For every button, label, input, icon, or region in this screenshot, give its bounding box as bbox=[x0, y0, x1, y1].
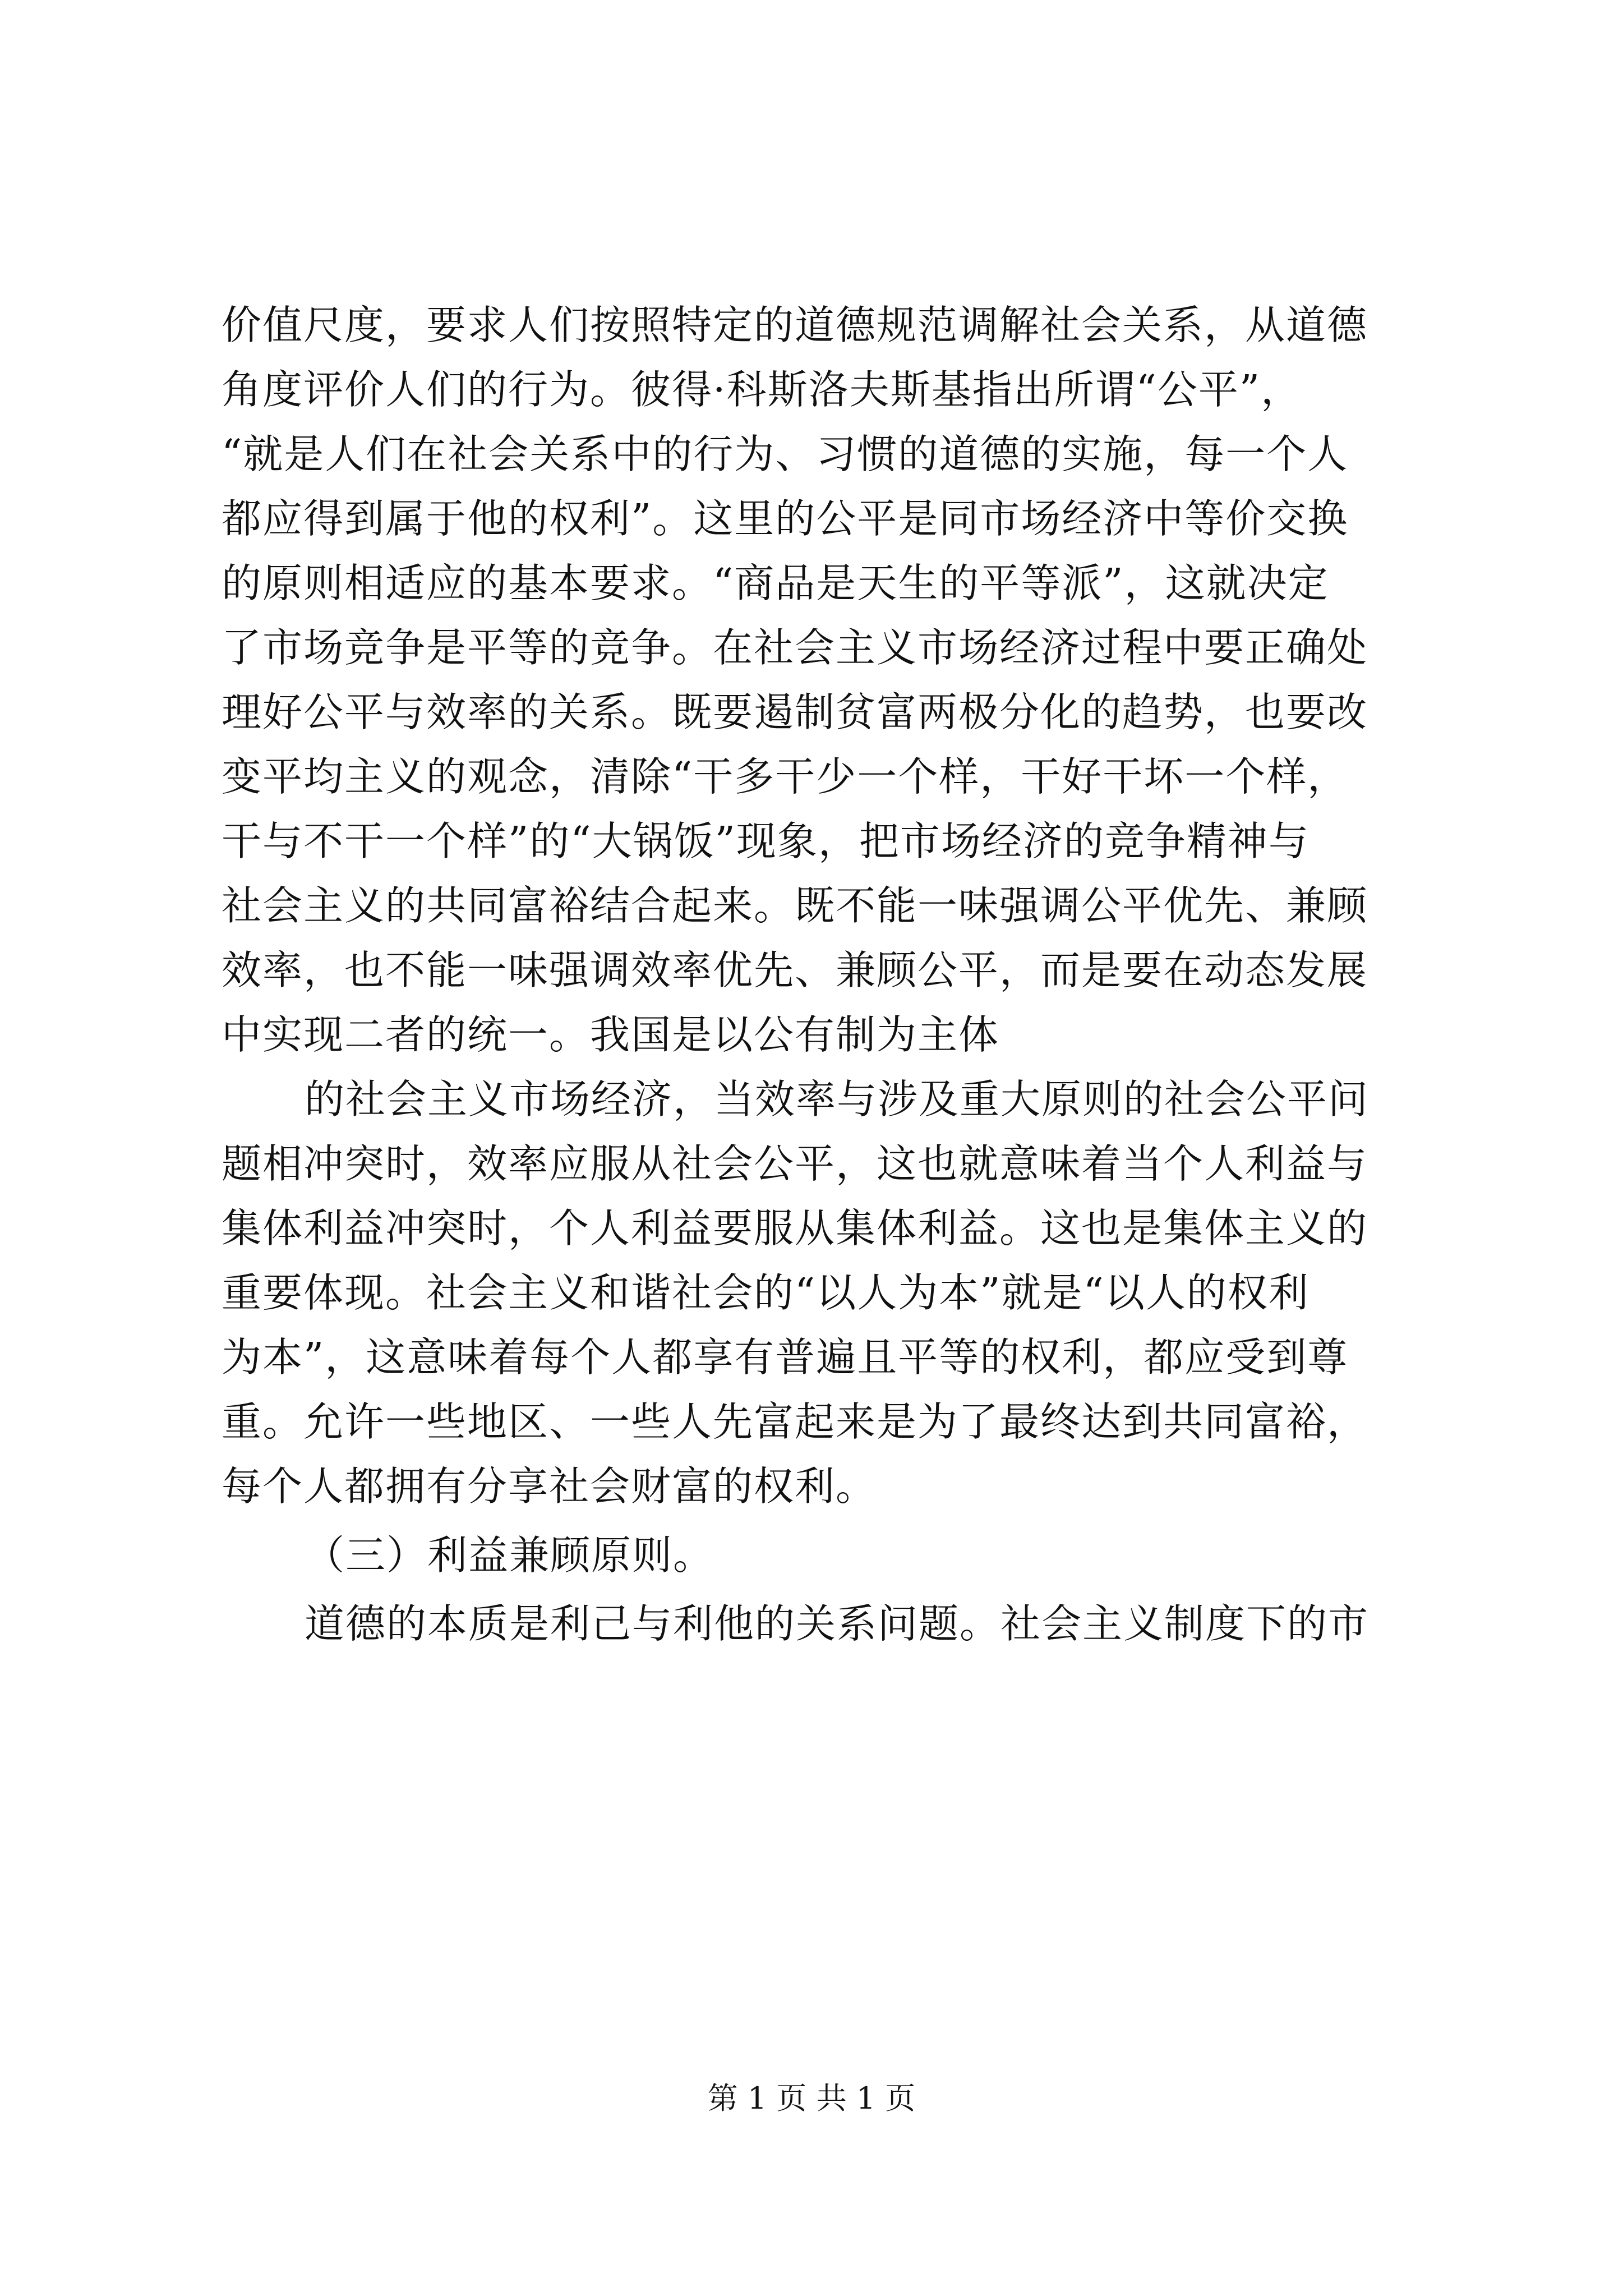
text-line: 干与不干一个样”的“大锅饭”现象，把市场经济的竞争精神与 bbox=[222, 818, 1310, 864]
text-line: 的原则相适应的基本要求。“商品是天生的平等派”，这就决定 bbox=[222, 560, 1329, 606]
text-line: 集体利益冲突时，个人利益要服从集体利益。这也是集体主义的 bbox=[222, 1205, 1368, 1251]
text-line: 中实现二者的统一。我国是以公有制为主体 bbox=[222, 1011, 1000, 1058]
section-heading: （三）利益兼顾原则。 bbox=[305, 1532, 714, 1579]
text-line: 价值尺度，要求人们按照特定的道德规范调解社会关系，从道德 bbox=[222, 302, 1368, 348]
text-line: 效率，也不能一味强调效率优先、兼顾公平，而是要在动态发展 bbox=[222, 947, 1368, 993]
text-line: 了市场竞争是平等的竞争。在社会主义市场经济过程中要正确处 bbox=[222, 624, 1368, 671]
text-line: “就是人们在社会关系中的行为、习惯的道德的实施，每一个人 bbox=[222, 431, 1349, 477]
text-line: 重要体现。社会主义和谐社会的“以人为本”就是“以人的权利 bbox=[222, 1269, 1310, 1316]
text-line: 理好公平与效率的关系。既要遏制贫富两极分化的趋势，也要改 bbox=[222, 689, 1368, 735]
text-line: 重。允许一些地区、一些人先富起来是为了最终达到共同富裕， bbox=[222, 1398, 1368, 1445]
paragraph-first-line: 的社会主义市场经济，当效率与涉及重大原则的社会公平问 bbox=[305, 1076, 1370, 1122]
text-line: 变平均主义的观念，清除“干多干少一个样，干好干坏一个样， bbox=[222, 753, 1349, 800]
text-line: 题相冲突时，效率应服从社会公平，这也就意味着当个人利益与 bbox=[222, 1140, 1368, 1187]
text-line: 社会主义的共同富裕结合起来。既不能一味强调公平优先、兼顾 bbox=[222, 882, 1368, 929]
text-line: 都应得到属于他的权利”。这里的公平是同市场经济中等价交换 bbox=[222, 495, 1349, 542]
text-line: 角度评价人们的行为。彼得·科斯洛夫斯基指出所谓“公平”， bbox=[222, 366, 1302, 413]
page-footer: 第 1 页 共 1 页 bbox=[707, 2081, 916, 2116]
paragraph-first-line: 道德的本质是利己与利他的关系问题。社会主义制度下的市 bbox=[305, 1600, 1370, 1647]
text-line: 每个人都拥有分享社会财富的权利。 bbox=[222, 1463, 877, 1510]
text-line: 为本”，这意味着每个人都享有普遍且平等的权利，都应受到尊 bbox=[222, 1334, 1349, 1381]
